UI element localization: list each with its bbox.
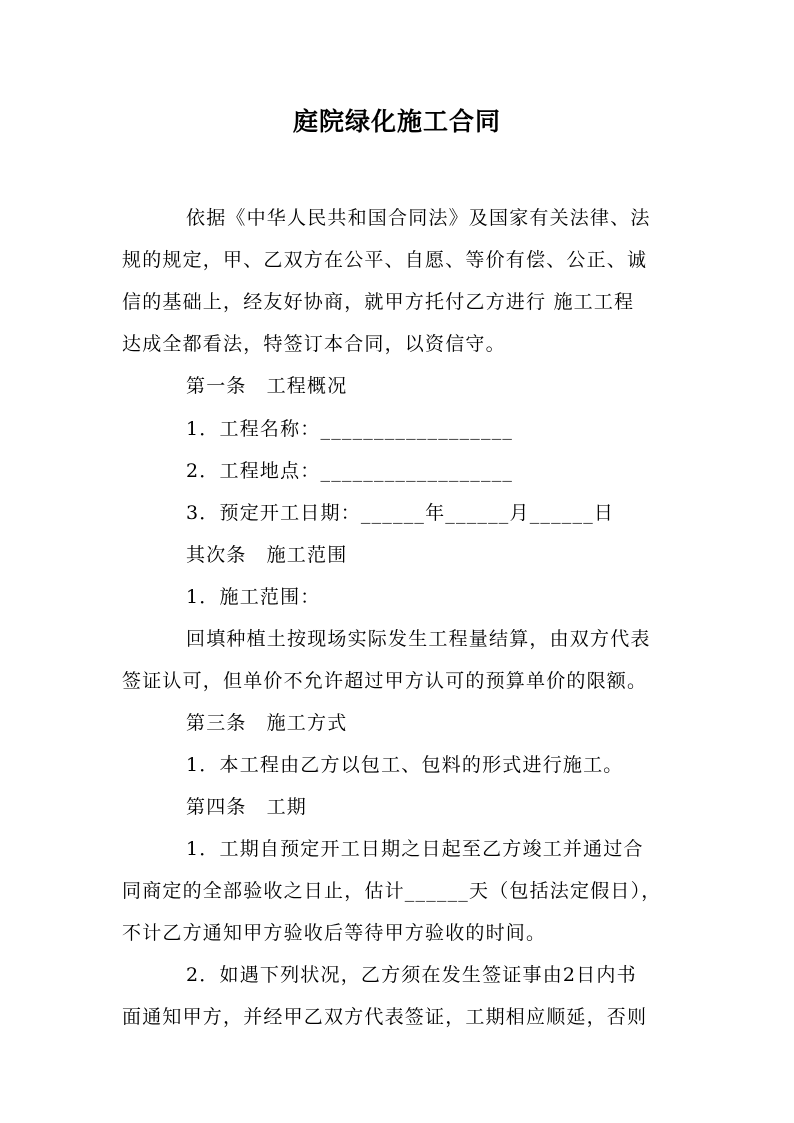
paragraph-line: 1．施工范围： bbox=[186, 586, 321, 608]
paragraph-line: 回填种植土按现场实际发生工程量结算，由双方代表 bbox=[186, 628, 651, 650]
form-field-line: 2．工程地点：__________________ bbox=[186, 460, 514, 482]
paragraph-line: 依据《中华人民共和国合同法》及国家有关法律、法 bbox=[186, 207, 651, 229]
article-title: 工期 bbox=[266, 796, 308, 818]
article-heading bbox=[186, 374, 347, 398]
article-title: 施工方式 bbox=[266, 712, 348, 734]
paragraph-line: 同商定的全部验收之日止，估计______天（包括法定假日）， bbox=[122, 880, 662, 902]
document-title: 庭院绿化施工合同 bbox=[292, 107, 501, 136]
paragraph-line: 规的规定，甲、乙双方在公平、自愿、等价有偿、公正、诚 bbox=[122, 249, 648, 271]
form-field-line: 1．工程名称：__________________ bbox=[186, 418, 514, 440]
paragraph-line: 信的基础上，经友好协商，就甲方托付乙方进行 施工工程 bbox=[122, 291, 635, 313]
article-number: 第四条 bbox=[186, 796, 247, 818]
paragraph-line: 不计乙方通知甲方验收后等待甲方验收的时间。 bbox=[122, 922, 547, 944]
article-number: 其次条 bbox=[186, 544, 247, 566]
article-heading bbox=[186, 795, 307, 819]
paragraph-line: 面通知甲方，并经甲乙双方代表签证，工期相应顺延，否则 bbox=[122, 1006, 648, 1028]
article-heading bbox=[186, 543, 347, 567]
paragraph-line: 1．本工程由乙方以包工、包料的形式进行施工。 bbox=[186, 754, 624, 776]
article-title: 施工范围 bbox=[266, 544, 348, 566]
paragraph-line: 达成全都看法，特签订本合同，以资信守。 bbox=[122, 333, 506, 355]
paragraph-line: 1．工期自预定开工日期之日起至乙方竣工并通过合 bbox=[186, 838, 644, 860]
form-field-line: 3．预定开工日期：______年______月______日 bbox=[186, 502, 615, 524]
article-heading bbox=[186, 711, 347, 735]
article-number: 第一条 bbox=[186, 375, 247, 397]
paragraph-line: 2．如遇下列状况，乙方须在发生签证事由2日内书 bbox=[186, 964, 637, 986]
paragraph-line: 签证认可，但单价不允许超过甲方认可的预算单价的限额。 bbox=[122, 670, 648, 692]
article-title: 工程概况 bbox=[266, 375, 348, 397]
article-number: 第三条 bbox=[186, 712, 247, 734]
